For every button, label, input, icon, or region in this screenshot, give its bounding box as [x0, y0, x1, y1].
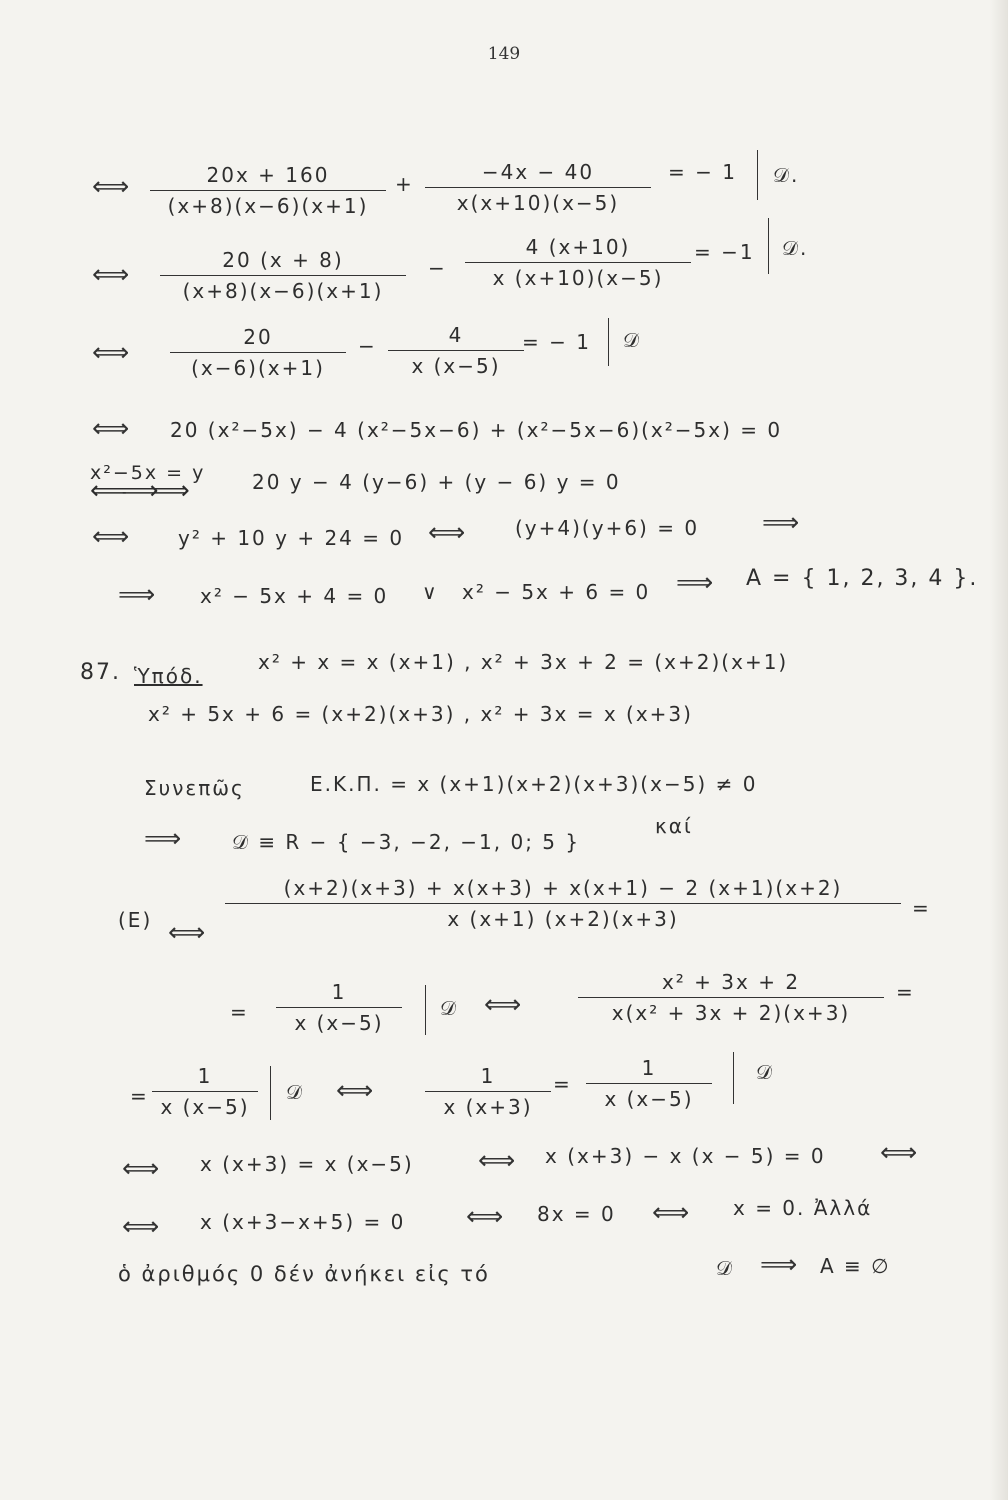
iff-arrow: ⟺	[428, 518, 466, 548]
implies-arrow: ⟹	[760, 1250, 798, 1280]
numerator: 20 (x + 8)	[222, 248, 344, 272]
domain-symbol: 𝒟	[716, 1256, 734, 1280]
solution-set: A = { 1, 2, 3, 4 }.	[746, 566, 979, 591]
denominator: (x+8)(x−6)(x+1)	[160, 275, 406, 303]
domain-symbol: 𝒟	[623, 328, 641, 352]
iff-arrow: ⟺	[92, 338, 130, 368]
denominator: x (x−5)	[276, 1007, 402, 1035]
rhs: = −1	[694, 240, 755, 264]
iff-arrow: ⟺	[92, 260, 130, 290]
problem-number: 87.	[80, 660, 121, 685]
domain-bar	[270, 1066, 271, 1120]
equation-right: (y+4)(y+6) = 0	[515, 516, 700, 540]
domain-bar	[757, 150, 758, 200]
fraction-2	[578, 970, 884, 1025]
numerator: 1	[331, 980, 347, 1004]
denominator: (x+8)(x−6)(x+1)	[150, 190, 386, 218]
denominator: x (x+3)	[425, 1091, 551, 1119]
iff-arrow: ⟺	[92, 522, 130, 552]
hint-label: Ὑπόδ.	[134, 664, 203, 688]
denominator: x(x+10)(x−5)	[425, 187, 651, 215]
implies-arrow: ⟹	[144, 824, 182, 854]
numerator: (x+2)(x+3) + x(x+3) + x(x+1) − 2 (x+1)(x+2)	[283, 876, 843, 900]
rhs: = − 1	[522, 330, 591, 354]
iff-arrow: ⟺	[466, 1202, 504, 1232]
iff-arrow: ⟺	[122, 1154, 160, 1184]
denominator: x (x+1) (x+2)(x+3)	[225, 903, 901, 931]
domain-symbol: 𝒟	[756, 1060, 774, 1084]
denominator: x (x−5)	[152, 1091, 258, 1119]
equals-sign: =	[896, 980, 915, 1004]
lcm-word: Συνεπῶς	[144, 776, 245, 800]
equation-right: x = 0. Ἀλλά	[733, 1196, 873, 1220]
operator: −	[358, 334, 377, 358]
implies-arrow: ⟹	[676, 568, 714, 598]
or-symbol: ∨	[422, 580, 439, 604]
substitution-label: x²−5x = y	[90, 462, 206, 484]
implies-arrow: ⟹	[118, 580, 156, 610]
domain-bar	[608, 318, 609, 366]
equation-left: x² − 5x + 4 = 0	[200, 584, 389, 608]
domain-bar	[425, 985, 426, 1035]
operator: +	[395, 172, 414, 196]
numerator: 4 (x+10)	[525, 235, 631, 259]
fraction-1	[160, 248, 406, 303]
equation-left: x (x+3) = x (x−5)	[200, 1152, 414, 1176]
page-number: 149	[487, 44, 521, 64]
iff-arrow: ⟺	[880, 1138, 918, 1168]
domain-bar	[733, 1052, 734, 1104]
fraction-1	[170, 325, 346, 380]
numerator: x² + 3x + 2	[661, 970, 801, 994]
equation-line: 20 y − 4 (y−6) + (y − 6) y = 0	[252, 470, 621, 494]
denominator: x (x−5)	[388, 350, 524, 378]
lcm-expression: Ε.Κ.Π. = x (x+1)(x+2)(x+3)(x−5) ≠ 0	[310, 772, 758, 796]
implies-arrow: ⟹	[762, 508, 800, 538]
iff-arrow: ⟺	[122, 1212, 160, 1242]
equals-sign: =	[130, 1084, 149, 1108]
domain-symbol: 𝒟	[286, 1080, 304, 1104]
numerator: 1	[480, 1064, 496, 1088]
fraction-2	[425, 1064, 551, 1119]
conclusion-text: ὁ ἀριθμός 0 δέν ἀνήκει εἰς τό	[118, 1262, 490, 1286]
equation-left: x (x+3−x+5) = 0	[200, 1210, 406, 1234]
hint-line-1: x² + x = x (x+1) , x² + 3x + 2 = (x+2)(x+1)	[258, 650, 789, 674]
kai-word: καί	[655, 814, 693, 838]
denominator: x(x² + 3x + 2)(x+3)	[578, 997, 884, 1025]
fraction-E	[225, 876, 901, 931]
domain-symbol: 𝒟.	[782, 236, 809, 260]
domain-definition: 𝒟 ≡ R − { −3, −2, −1, 0; 5 }	[232, 830, 581, 854]
equals-sign: =	[553, 1072, 572, 1096]
fraction-1	[276, 980, 402, 1035]
hint-line-2: x² + 5x + 6 = (x+2)(x+3) , x² + 3x = x (x+3)	[148, 702, 693, 726]
empty-set-result: A ≡ ∅	[820, 1254, 891, 1278]
equals-sign: =	[230, 1000, 249, 1024]
denominator: x (x−5)	[586, 1083, 712, 1111]
equation-middle: 8x = 0	[537, 1202, 616, 1226]
iff-arrow: ⟺	[168, 918, 206, 948]
operator: −	[428, 256, 447, 280]
fraction-2	[465, 235, 691, 290]
substitution-arrow	[90, 462, 205, 504]
denominator: (x−6)(x+1)	[170, 352, 346, 380]
numerator: 20x + 160	[206, 163, 330, 187]
denominator: x (x+10)(x−5)	[465, 262, 691, 290]
equation-right: x (x+3) − x (x − 5) = 0	[545, 1144, 826, 1168]
fraction-3	[586, 1056, 712, 1111]
domain-symbol: 𝒟	[440, 996, 458, 1020]
numerator: 4	[448, 323, 464, 347]
iff-arrow: ⟺	[92, 172, 130, 202]
equation-label: (E)	[118, 908, 153, 932]
iff-arrow: ⟺	[478, 1146, 516, 1176]
numerator: 1	[641, 1056, 657, 1080]
fraction-1	[150, 163, 386, 218]
fraction-1	[152, 1064, 258, 1119]
rhs: = − 1	[668, 160, 737, 184]
numerator: −4x − 40	[481, 160, 595, 184]
iff-arrow: ⟸⟹⟹	[90, 476, 184, 506]
fraction-2	[425, 160, 651, 215]
numerator: 1	[197, 1064, 213, 1088]
equation-line: 20 (x²−5x) − 4 (x²−5x−6) + (x²−5x−6)(x²−5x) = 0	[170, 418, 783, 442]
equals-sign: =	[912, 896, 931, 920]
domain-bar	[768, 218, 769, 274]
iff-arrow: ⟺	[652, 1198, 690, 1228]
scan-edge	[990, 0, 1008, 1500]
iff-arrow: ⟺	[336, 1076, 374, 1106]
domain-symbol: 𝒟.	[773, 163, 800, 187]
iff-arrow: ⟺	[92, 414, 130, 444]
equation-left: y² + 10 y + 24 = 0	[178, 526, 405, 550]
fraction-2	[388, 323, 524, 378]
equation-right: x² − 5x + 6 = 0	[462, 580, 651, 604]
iff-arrow: ⟺	[484, 990, 522, 1020]
numerator: 20	[243, 325, 273, 349]
